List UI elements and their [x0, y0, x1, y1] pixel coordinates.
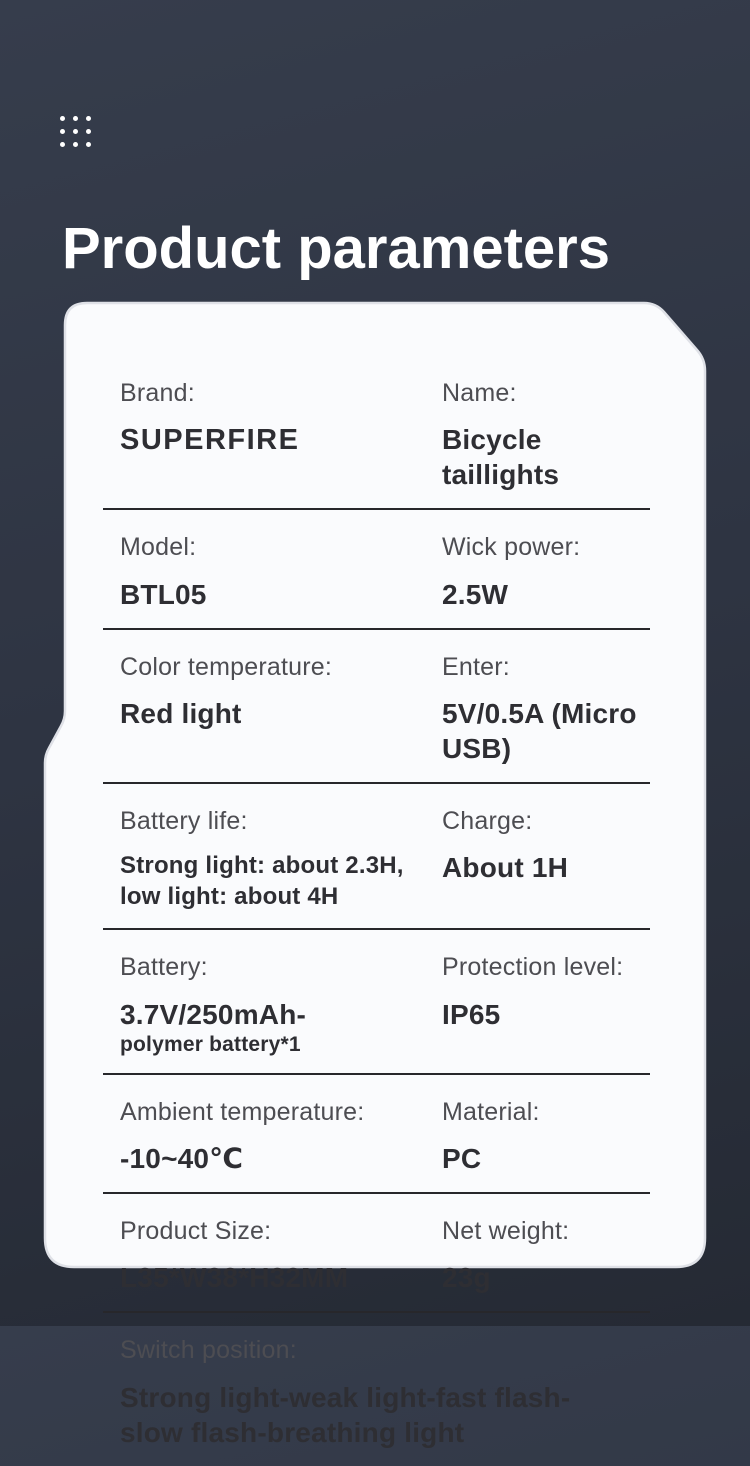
- param-value: 23g: [442, 1262, 491, 1294]
- table-row: [103, 356, 650, 510]
- param-cell-product-size: [103, 1216, 425, 1295]
- param-label: Switch position:: [120, 1336, 297, 1365]
- param-value-line2: polymer battery*1: [120, 1032, 301, 1056]
- param-cell-name: [425, 378, 650, 492]
- param-label: Brand:: [120, 379, 195, 407]
- param-value: Red light: [120, 697, 242, 729]
- param-value: 2.5W: [442, 578, 509, 610]
- param-value: 5V/0.5A (Micro USB): [442, 697, 637, 764]
- param-label: Battery life:: [120, 806, 248, 835]
- param-cell-net-weight: [425, 1216, 650, 1295]
- param-cell-charge: [425, 806, 650, 913]
- param-cell-protection-level: [425, 952, 650, 1056]
- table-row: [103, 510, 650, 629]
- param-cell-ambient-temperature: [103, 1097, 425, 1176]
- param-label: Wick power:: [442, 533, 581, 562]
- param-value-line2: low light: about 4H: [120, 883, 339, 911]
- table-row: [103, 1194, 650, 1313]
- spec-table: [103, 356, 650, 1466]
- param-value: Bicycle taillights: [442, 424, 560, 491]
- param-cell-battery-life: [103, 806, 425, 913]
- table-row: [103, 1313, 650, 1465]
- param-cell-wick-power: [425, 532, 650, 611]
- param-value: Strong light: about 2.3H,: [120, 852, 404, 879]
- param-label: Enter:: [442, 652, 510, 681]
- param-label: Name:: [442, 379, 517, 407]
- param-label: Ambient temperature:: [120, 1097, 365, 1126]
- param-label: Model:: [120, 533, 197, 562]
- table-row: [103, 930, 650, 1074]
- param-label: Color temperature:: [120, 652, 333, 681]
- param-cell-enter: [425, 652, 650, 766]
- param-value: IP65: [442, 998, 501, 1030]
- param-label: Material:: [442, 1097, 540, 1126]
- param-cell-brand: [103, 378, 425, 492]
- param-value: Strong light-weak light-fast flash-: [120, 1381, 571, 1413]
- param-cell-material: [425, 1097, 650, 1176]
- param-label: Protection level:: [442, 953, 624, 982]
- param-cell-battery: [103, 952, 425, 1056]
- table-row: [103, 630, 650, 784]
- param-value: 3.7V/250mAh-: [120, 998, 307, 1030]
- table-row: [103, 1075, 650, 1194]
- param-label: Charge:: [442, 806, 533, 835]
- param-value: L35*W38*H32MM: [120, 1262, 349, 1294]
- param-label: Product Size:: [120, 1217, 272, 1246]
- param-value: PC: [442, 1143, 482, 1175]
- param-value: SUPERFIRE: [120, 424, 300, 457]
- page-title: Product parameters: [62, 215, 610, 281]
- param-label: Battery:: [120, 953, 208, 982]
- param-cell-switch-position: [103, 1335, 650, 1449]
- table-row: [103, 784, 650, 931]
- param-value: BTL05: [120, 578, 207, 610]
- param-value: -10~40℃: [120, 1143, 244, 1175]
- param-cell-model: [103, 532, 425, 611]
- param-value-line2: slow flash-breathing light: [120, 1416, 465, 1448]
- param-label: Net weight:: [442, 1217, 570, 1246]
- param-value: About 1H: [442, 852, 569, 883]
- param-cell-color-temperature: [103, 652, 425, 766]
